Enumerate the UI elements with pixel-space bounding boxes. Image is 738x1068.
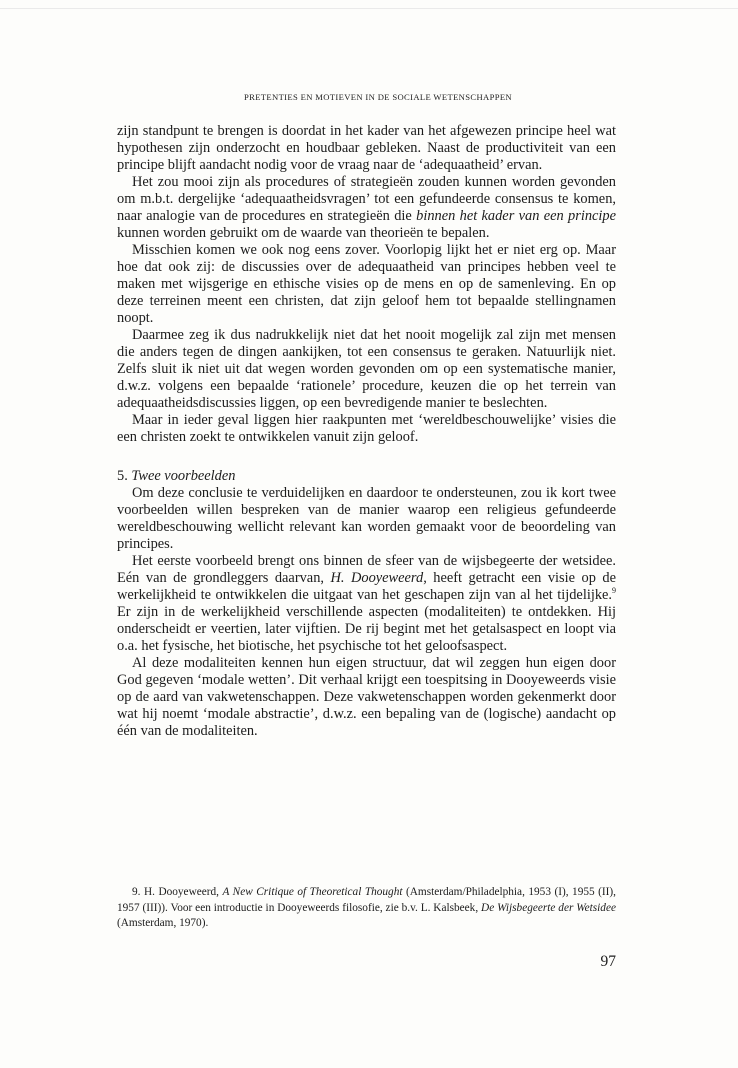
footnote-text-b: (Amsterdam, 1970). bbox=[117, 917, 209, 930]
running-header: PRETENTIES EN MOTIEVEN IN DE SOCIALE WETENSCHAPPEN bbox=[244, 92, 512, 102]
paragraph-2 bbox=[117, 174, 616, 242]
footnote-9 bbox=[117, 885, 616, 932]
footnote-reference: 9 bbox=[612, 586, 616, 595]
paragraph-3: Misschien komen we ook nog eens zover. Voorlopig lijkt het er niet erg op. Maar hoe dat ook zij: de discussies over de adequaatheid van principes hebben veel te maken met wijsgerige en ethische visies op de mens en op de samenleving. En op deze terreinen meent een christen, dat zijn geloof hem tot bepaalde stellingnamen noopt. bbox=[117, 242, 616, 326]
footnote-number: 9. bbox=[132, 886, 141, 898]
section-paragraph-2-text-b: , heeft getracht een visie op de werkelijkheid te ontwikkelen die uitgaat van het geschapen zijn van al het tijdelijke. bbox=[117, 570, 616, 603]
paragraph-4: Daarmee zeg ik dus nadrukkelijk niet dat het nooit mogelijk zal zijn met mensen die anders tegen de dingen aankijken, tot een consensus te geraken. Natuurlijk niet. Zelfs sluit ik niet uit dat wegen worden gevonden om op een systematische manier, d.w.z. volgens een bepaalde ‘rationele’ procedure, keuzen die op het terrein van adequaatheidsdiscussies liggen, op een bevredigende manier te beslechten. bbox=[117, 327, 616, 411]
paragraph-2-text-b: kunnen worden gebruikt om de waarde van theorieën te bepalen. bbox=[117, 225, 490, 241]
paragraph-5: Maar in ieder geval liggen hier raakpunten met ‘wereldbeschouwelijke’ visies die een christen zoekt te ontwikkelen vanuit zijn geloof. bbox=[117, 412, 616, 445]
footnote bbox=[117, 885, 616, 932]
section-heading bbox=[117, 468, 616, 485]
section-number: 5. bbox=[117, 468, 128, 484]
section-title: Twee voorbeelden bbox=[131, 468, 236, 484]
scan-edge-line bbox=[0, 8, 738, 9]
paragraph-2-emphasis: binnen het kader van een principe bbox=[416, 208, 616, 224]
section-paragraph-2-text-c: Er zijn in de werkelijkheid verschillende aspecten (modaliteiten) te ontdekken. Hij onderscheidt er veertien, later vijftien. De rij begint met het getalsaspect en loopt via o.a. het fysische, het biotische, het psychische tot het geloofsaspect. bbox=[117, 604, 616, 654]
footnote-book-title-2: De Wijsbegeerte der Wetsidee bbox=[481, 901, 616, 914]
footnote-book-title: A New Critique of Theoretical Thought bbox=[222, 886, 403, 898]
footnote-author: H. Dooyeweerd, bbox=[143, 886, 219, 898]
author-name: H. Dooyeweerd bbox=[330, 570, 424, 586]
body-text bbox=[117, 123, 616, 740]
page-number: 97 bbox=[600, 953, 616, 970]
section-paragraph-1: Om deze conclusie te verduidelijken en daardoor te ondersteunen, zou ik kort twee voorbeelden willen bespreken van de manier waarop een religieus gefundeerde wereldbeschouwing wellicht relevant kan worden gemaakt voor de beoordeling van principes. bbox=[117, 485, 616, 552]
section-paragraph-3: Al deze modaliteiten kennen hun eigen structuur, dat wil zeggen hun eigen door God gegeven ‘modale wetten’. Dit verhaal krijgt een toespitsing in Dooyeweerds visie op de aard van vakwetenschappen. Deze vakwetenschappen worden gekenmerkt door wat hij noemt ‘modale abstractie’, d.w.z. een bepaling van de (logische) aandacht op één van de modaliteiten. bbox=[117, 655, 616, 739]
paragraph-1: zijn standpunt te brengen is doordat in het kader van het afgewezen principe heel wat hypothesen zijn onderzocht en houdbaar gebleken. Naast de productiviteit van een principe blijft aandacht nodig voor de vraag naar de ‘adequaatheid’ ervan. bbox=[117, 123, 616, 173]
section-paragraph-2-text-a: Het eerste voorbeeld brengt ons binnen de sfeer van de wijsbegeerte der wetsidee. Eén van de grondleggers daarvan, bbox=[117, 553, 616, 586]
footnote-text-a: (Amsterdam/Philadelphia, 1953 (I), 1955 (II), 1957 (III)). Voor een introductie in Dooyeweerds filosofie, zie b.v. L. Kalsbeek, bbox=[117, 886, 617, 914]
section-paragraph-2 bbox=[117, 553, 616, 655]
paragraph-2-text-a: Het zou mooi zijn als procedures of strategieën zouden kunnen worden gevonden om m.b.t. dergelijke ‘adequaatheidsvragen’ tot een gefundeerde consensus te komen, naar analogie van de procedures en strategieën die bbox=[117, 174, 616, 224]
